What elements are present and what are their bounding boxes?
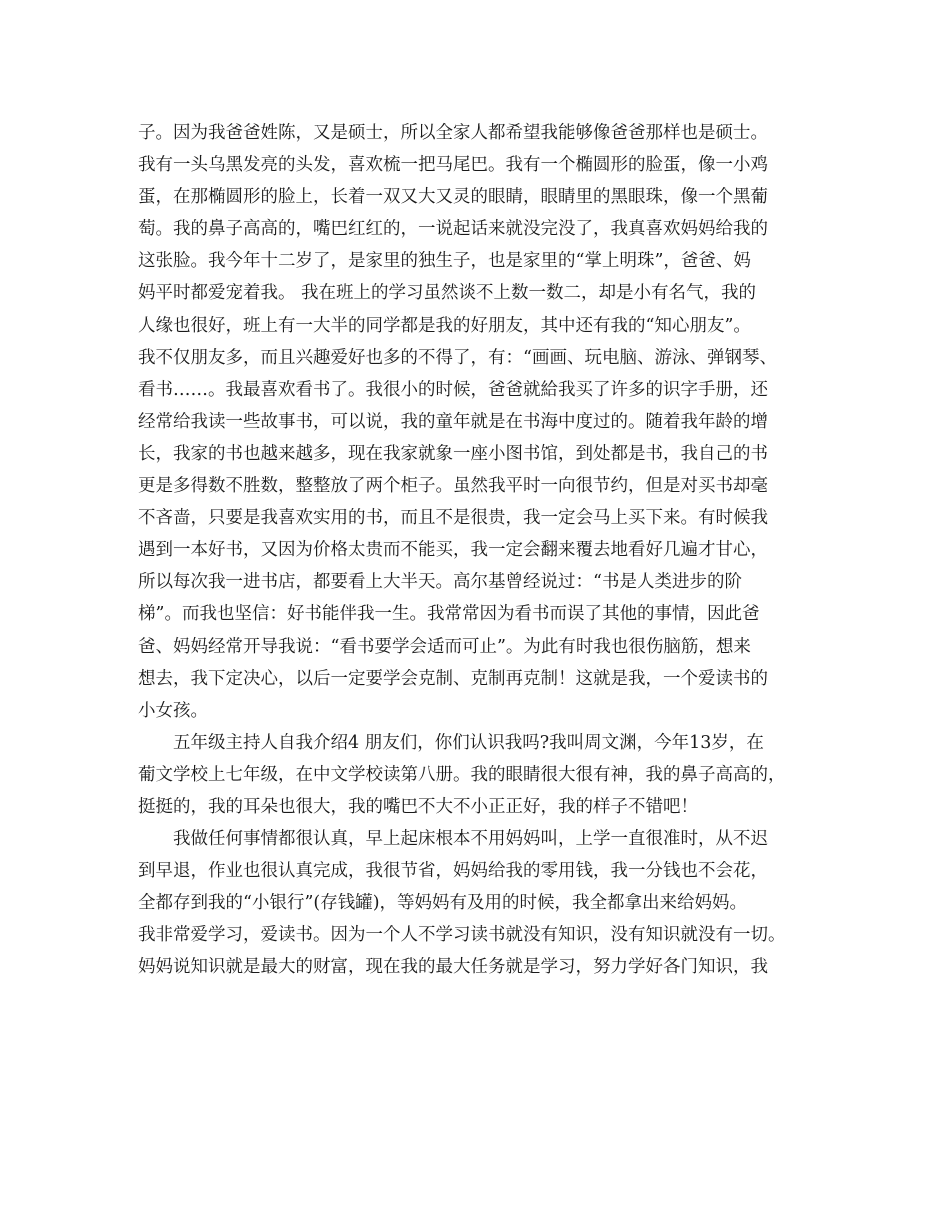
text-line: 更是多得数不胜数，整整放了两个柜子。虽然我平时一向很节约，但是对买书却毫 — [138, 476, 768, 497]
text-line: 妈平时都爱宠着我。 我在班上的学习虽然谈不上数一数二，却是小有名气，我的 — [138, 283, 757, 304]
text-line: 不吝啬，只要是我喜欢实用的书，而且不是很贵，我一定会马上买下来。有时候我 — [138, 508, 768, 529]
text-line: 遇到一本好书，又因为价格太贵而不能买，我一定会翻来覆去地看好几遍才甘心， — [138, 540, 768, 561]
text-line: 这张脸。我今年十二岁了，是家里的独生子，也是家里的“掌上明珠”，爸爸、妈 — [138, 251, 751, 272]
text-line: 葡文学校上七年级，在中文学校读第八册。我的眼睛很大很有神，我的鼻子高高的， — [138, 764, 786, 785]
text-line: 我有一头乌黑发亮的头发，喜欢梳一把马尾巴。我有一个椭圆形的脸蛋，像一小鸡 — [138, 155, 768, 176]
text-line: 我非常爱学习，爱读书。因为一个人不学习读书就没有知识，没有知识就没有一切。 — [138, 925, 786, 946]
text-line: 全都存到我的“小银行”(存钱罐)，等妈妈有及用的时候，我全都拿出来给妈妈。 — [138, 893, 748, 914]
text-line: 小女孩。 — [138, 700, 208, 721]
text-line: 子。因为我爸爸姓陈，又是硕士，所以全家人都希望我能够像爸爸那样也是硕士。 — [138, 123, 768, 143]
text-line: 人缘也很好，班上有一大半的同学都是我的好朋友，其中还有我的“知心朋友”。 — [138, 315, 751, 336]
text-line: 想去，我下定决心，以后一定要学会克制、克制再克制！这就是我，一个爱读书的 — [138, 668, 768, 689]
paragraph-start-line: 我做任何事情都很认真，早上起床根本不用妈妈叫，上学一直很准时，从不迟 — [173, 829, 768, 850]
paragraph-start-line: 五年级主持人自我介绍4 朋友们，你们认识我吗?我叫周文渊，今年13岁，在 — [173, 732, 764, 753]
text-line: 经常给我读一些故事书，可以说，我的童年就是在书海中度过的。随着我年龄的增 — [138, 411, 768, 432]
text-line: 妈妈说知识就是最大的财富，现在我的最大任务就是学习，努力学好各门知识，我 — [138, 957, 768, 978]
text-line: 到早退，作业也很认真完成，我很节省，妈妈给我的零用钱，我一分钱也不会花， — [138, 861, 768, 882]
text-line: 梯”。而我也坚信：好书能伴我一生。我常常因为看书而误了其他的事情，因此爸 — [138, 604, 760, 625]
text-line: 萄。我的鼻子高高的，嘴巴红红的，一说起话来就没完没了，我真喜欢妈妈给我的 — [138, 219, 768, 240]
text-line: 我不仅朋友多，而且兴趣爱好也多的不得了，有：“画画、玩电脑、游泳、弹钢琴、 — [138, 347, 777, 368]
text-line: 长，我家的书也越来越多，现在我家就象一座小图书馆，到处都是书，我自己的书 — [138, 443, 768, 464]
text-line: 蛋，在那椭圆形的脸上，长着一双又大又灵的眼睛，眼睛里的黑眼珠，像一个黑葡 — [138, 187, 768, 208]
body-text — [138, 117, 838, 984]
text-line: 爸、妈妈经常开导我说：“看书要学会适而可止”。为此有时我也很伤脑筋，想来 — [138, 636, 751, 657]
text-line: 挺挺的，我的耳朵也很大，我的嘴巴不大不小正正好，我的样子不错吧！ — [138, 796, 698, 817]
text-line: 所以每次我一进书店，都要看上大半天。高尔基曾经说过：“书是人类进步的阶 — [138, 572, 742, 593]
text-line: 看书……。我最喜欢看书了。我很小的时候，爸爸就給我买了许多的识字手册，还 — [138, 379, 768, 400]
